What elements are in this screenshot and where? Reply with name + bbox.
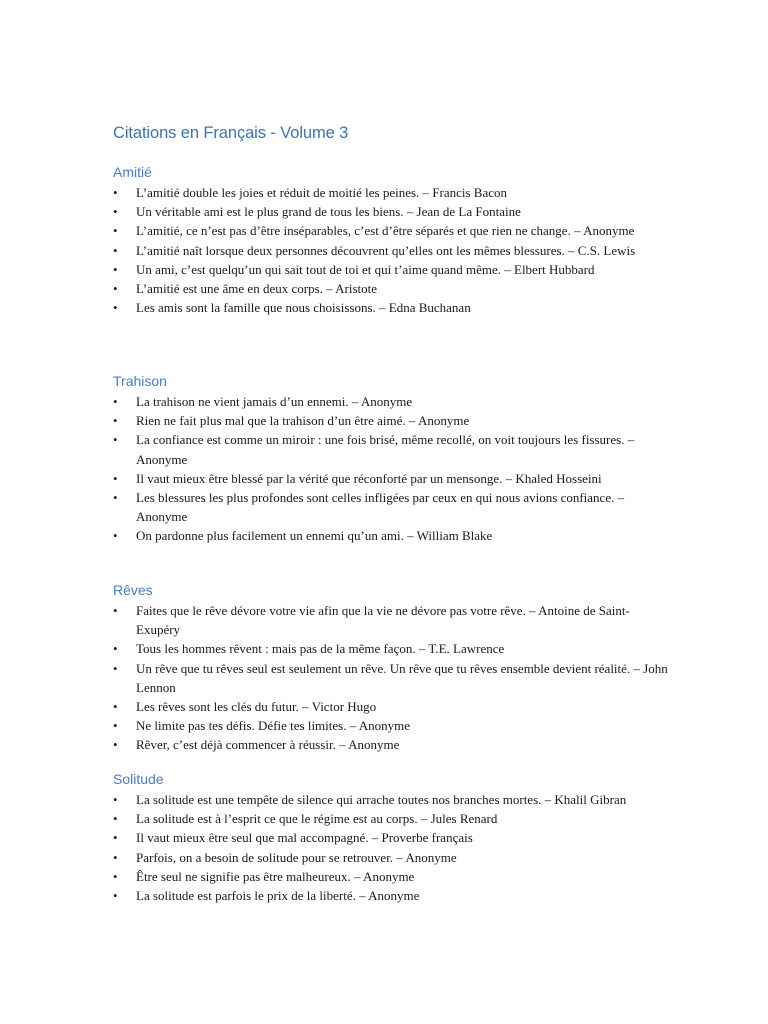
quote-list xyxy=(113,392,673,546)
list-item xyxy=(113,411,673,430)
bullet-icon: • xyxy=(113,185,118,200)
quote-text: Tous les hommes rêvent : mais pas de la même façon. – T.E. Lawrence xyxy=(136,641,505,657)
section-amitie xyxy=(113,161,673,317)
bullet-icon: • xyxy=(113,641,118,657)
bullet-icon: • xyxy=(113,868,118,884)
quote-text: Les rêves sont les clés du futur. – Victor Hugo xyxy=(136,699,377,715)
quote-text: Parfois, on a besoin de solitude pour se retrouver. – Anonyme xyxy=(136,849,457,865)
list-item xyxy=(113,790,673,809)
bullet-icon: • xyxy=(113,300,118,316)
bullet-icon: • xyxy=(113,242,118,258)
list-item xyxy=(113,886,673,905)
section-heading: Trahison xyxy=(113,373,167,389)
list-item xyxy=(113,298,673,317)
quote-text: Faites que le rêve dévore votre vie afin que la vie ne dévore pas votre rêve. – Antoine de Saint-Exupéry xyxy=(136,603,630,638)
list-item xyxy=(113,488,673,526)
bullet-icon: • xyxy=(113,888,118,904)
list-item xyxy=(113,809,673,828)
quote-text: L’amitié est une âme en deux corps. – Aristote xyxy=(136,281,378,297)
section-solitude xyxy=(113,768,673,905)
section-trahison xyxy=(113,370,673,546)
bullet-icon: • xyxy=(113,699,118,715)
quote-list xyxy=(113,183,673,317)
quote-list xyxy=(113,790,673,905)
quote-text: L’amitié, ce n’est pas d’être inséparables, c’est d’être séparés et que rien ne change. – Anonyme xyxy=(136,223,635,239)
quote-text: La solitude est parfois le prix de la liberté. – Anonyme xyxy=(136,888,420,904)
bullet-icon: • xyxy=(113,849,118,865)
list-item xyxy=(113,735,673,754)
list-item xyxy=(113,469,673,488)
quote-text: Rien ne fait plus mal que la trahison d’un être aimé. – Anonyme xyxy=(136,413,470,429)
bullet-icon: • xyxy=(113,394,118,409)
list-item xyxy=(113,430,673,468)
list-item xyxy=(113,716,673,735)
quote-list xyxy=(113,601,673,755)
bullet-icon: • xyxy=(113,470,118,486)
bullet-icon: • xyxy=(113,223,118,239)
quote-text: Ne limite pas tes défis. Défie tes limites. – Anonyme xyxy=(136,718,411,734)
bullet-icon: • xyxy=(113,204,118,220)
bullet-icon: • xyxy=(113,718,118,734)
quote-text: La confiance est comme un miroir : une fois brisé, même recollé, on voit toujours les fissures. – Anonyme xyxy=(136,432,635,467)
quote-text: L’amitié naît lorsque deux personnes découvrent qu’elles ont les mêmes blessures. – C.S. Lewis xyxy=(136,242,636,258)
bullet-icon: • xyxy=(113,830,118,846)
list-item xyxy=(113,828,673,847)
quote-text: Être seul ne signifie pas être malheureux. – Anonyme xyxy=(136,868,415,884)
bullet-icon: • xyxy=(113,660,118,676)
section-heading: Solitude xyxy=(113,771,164,787)
quote-text: Un ami, c’est quelqu’un qui sait tout de toi et qui t’aime quand même. – Elbert Hubbard xyxy=(136,261,595,277)
quote-text: Il vaut mieux être seul que mal accompagné. – Proverbe français xyxy=(136,830,473,846)
quote-text: Il vaut mieux être blessé par la vérité que réconforté par un mensonge. – Khaled Hosseini xyxy=(136,470,602,486)
bullet-icon: • xyxy=(113,413,118,429)
list-item xyxy=(113,221,673,240)
list-item xyxy=(113,241,673,260)
section-reves xyxy=(113,579,673,755)
bullet-icon: • xyxy=(113,490,118,506)
bullet-icon: • xyxy=(113,528,118,544)
list-item xyxy=(113,867,673,886)
section-heading: Rêves xyxy=(113,582,153,598)
list-item xyxy=(113,526,673,545)
quote-text: L’amitié double les joies et réduit de moitié les peines. – Francis Bacon xyxy=(136,185,508,200)
bullet-icon: • xyxy=(113,737,118,753)
list-item xyxy=(113,697,673,716)
bullet-icon: • xyxy=(113,281,118,297)
bullet-icon: • xyxy=(113,792,118,807)
bullet-icon: • xyxy=(113,811,118,827)
quote-text: La trahison ne vient jamais d’un ennemi. – Anonyme xyxy=(136,394,413,409)
quote-text: Un véritable ami est le plus grand de tous les biens. – Jean de La Fontaine xyxy=(136,204,521,220)
bullet-icon: • xyxy=(113,603,118,618)
quote-text: On pardonne plus facilement un ennemi qu’un ami. – William Blake xyxy=(136,528,493,544)
list-item xyxy=(113,659,673,697)
list-item xyxy=(113,202,673,221)
list-item xyxy=(113,183,673,202)
quote-text: Rêver, c’est déjà commencer à réussir. – Anonyme xyxy=(136,737,400,753)
list-item xyxy=(113,601,673,639)
quote-text: Les blessures les plus profondes sont celles infligées par ceux en qui nous avions confiance. – Anonyme xyxy=(136,490,625,525)
list-item xyxy=(113,392,673,411)
list-item xyxy=(113,260,673,279)
list-item xyxy=(113,279,673,298)
quote-text: Les amis sont la famille que nous choisissons. – Edna Buchanan xyxy=(136,300,471,316)
list-item xyxy=(113,639,673,658)
bullet-icon: • xyxy=(113,261,118,277)
list-item xyxy=(113,848,673,867)
quote-text: Un rêve que tu rêves seul est seulement un rêve. Un rêve que tu rêves ensemble devient réalité. – John Lennon xyxy=(136,660,668,695)
section-heading: Amitié xyxy=(113,164,152,180)
document-title: Citations en Français - Volume 3 xyxy=(113,124,349,142)
quote-text: La solitude est une tempête de silence qui arrache toutes nos branches mortes. – Khalil Gibran xyxy=(136,792,627,807)
bullet-icon: • xyxy=(113,432,118,448)
quote-text: La solitude est à l’esprit ce que le régime est au corps. – Jules Renard xyxy=(136,811,498,827)
